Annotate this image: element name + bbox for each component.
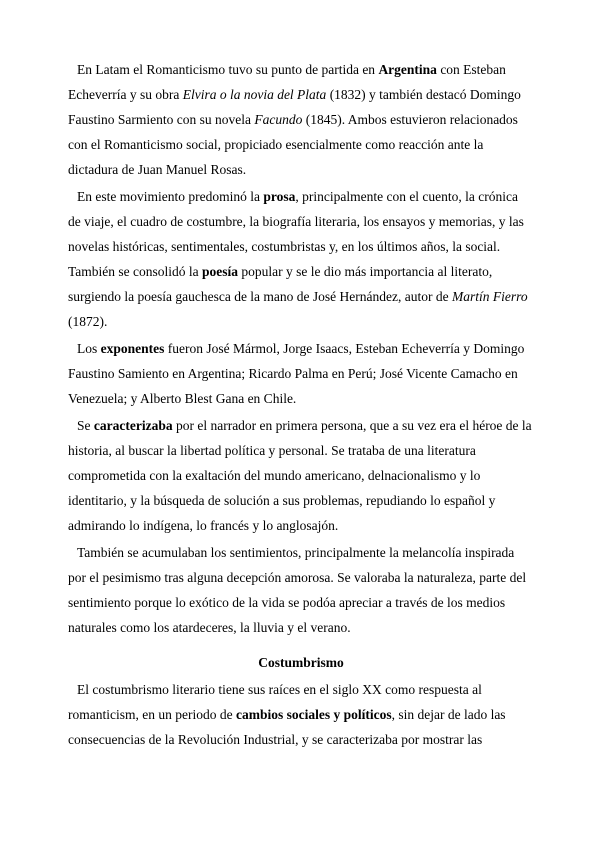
text-run: , sin dejar de lado las consecuencias de la Revolución Industrial, y se caracterizaba por mostrar las: [68, 707, 506, 747]
bold-text-run: cambios sociales y políticos: [235, 707, 392, 722]
document-content: [68, 57, 534, 754]
bold-text-run: exponentes: [100, 341, 165, 356]
text-run: También se acumulaban los sentimientos, principalmente la melancolía inspirada por el pesimismo tras alguna decepción amorosa. Se valoraba la naturaleza, parte del sentimiento porque lo exótico de la vida se podóa apreciar a través de los medios naturales como los atardeceres, la lluvia y el verano.: [68, 545, 527, 635]
text-run: En Latam el Romanticismo tuvo su punto de partida en: [77, 62, 379, 77]
text-run: El costumbrismo literario tiene sus raíces en el siglo XX como respuesta al romanticism, en un periodo de: [68, 682, 482, 722]
text-run: En este movimiento predominó la: [77, 189, 264, 204]
paragraph: [68, 677, 534, 752]
text-run: (1872).: [68, 314, 108, 329]
paragraph: [68, 184, 534, 334]
text-run: popular y se le dio más importancia al literato, surgiendo la poesía gauchesca de la mano de José Hernández, autor de: [68, 264, 493, 304]
italic-text-run: Martín Fierro: [451, 289, 528, 304]
text-run: con Esteban Echeverría y su obra: [68, 62, 506, 102]
text-run: por el narrador en primera persona, que a su vez era el héroe de la historia, al buscar la libertad política y personal. Se trataba de una literatura comprometida con la exaltación del mundo americano, delnacionalismo y lo identitario, y la búsqueda de solución a sus problemas, repudiando lo español y admirando lo indígena, lo francés y lo anglosajón.: [68, 418, 532, 533]
text-run: , principalmente con el cuento, la crónica de viaje, el cuadro de costumbre, la biografía literaria, los ensayos y memorias, y las novelas históricas, sentimentales, costumbristas y, en los últimos años, la social. También se consolidó la: [68, 189, 524, 279]
bold-text-run: Argentina: [378, 62, 437, 77]
italic-text-run: Elvira o la novia del Plata: [182, 87, 327, 102]
section-heading: Costumbrismo: [258, 655, 344, 670]
paragraph: [68, 540, 534, 640]
text-run: (1845). Ambos estuvieron relacionados con el Romanticismo social, propiciado esencialmente como reacción ante la dictadura de Juan Manuel Rosas.: [68, 112, 518, 177]
text-run: Los: [77, 341, 101, 356]
text-run: (1832) y también destacó Domingo Faustino Sarmiento con su novela: [68, 87, 521, 127]
text-run: Se: [77, 418, 94, 433]
italic-text-run: Facundo: [254, 112, 303, 127]
bold-text-run: poesía: [202, 264, 239, 279]
paragraph: [68, 336, 534, 411]
bold-text-run: prosa: [263, 189, 296, 204]
text-run: fueron José Mármol, Jorge Isaacs, Esteban Echeverría y Domingo Faustino Samiento en Argentina; Ricardo Palma en Perú; José Vicente Camacho en Venezuela; y Alberto Blest Gana en Chile.: [68, 341, 525, 406]
bold-text-run: caracterizaba: [93, 418, 173, 433]
paragraph: [68, 413, 534, 538]
paragraph: [68, 57, 534, 182]
